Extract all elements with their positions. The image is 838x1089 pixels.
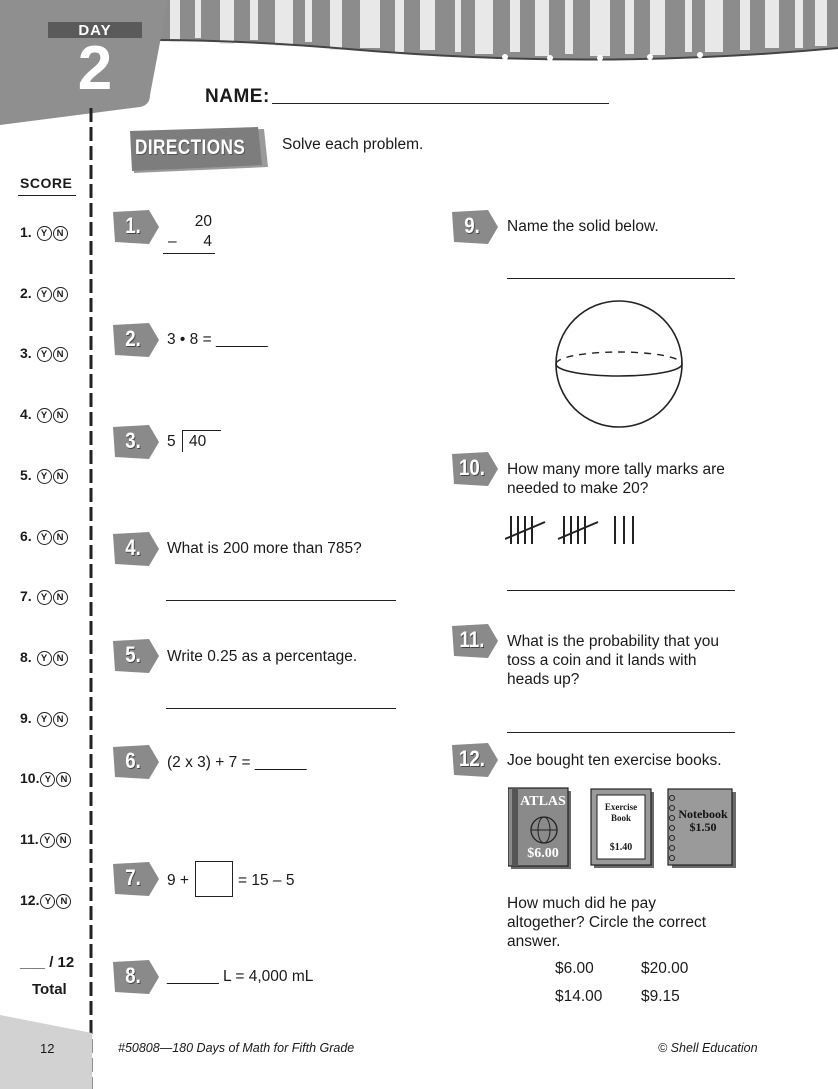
- sphere-figure: [553, 298, 685, 430]
- no-circle[interactable]: N: [53, 469, 68, 484]
- day-number: 2: [77, 34, 113, 103]
- yes-circle[interactable]: Y: [37, 712, 52, 727]
- score-row-number: 9.: [20, 710, 32, 726]
- yes-circle[interactable]: Y: [37, 287, 52, 302]
- score-row-number: 1.: [20, 224, 32, 240]
- problem-number: 8.: [125, 963, 141, 988]
- score-row-number: 6.: [20, 528, 32, 544]
- problem-text-line: toss a coin and it lands with: [507, 652, 697, 669]
- problem-number: 4.: [125, 535, 141, 560]
- score-row: [20, 892, 71, 909]
- score-row: [20, 467, 68, 484]
- score-row: [20, 345, 68, 362]
- answer-option[interactable]: $14.00: [555, 988, 603, 1005]
- total-label: Total: [32, 981, 67, 998]
- answer-line[interactable]: [507, 590, 735, 591]
- book-title: ATLAS: [520, 794, 566, 809]
- yes-circle[interactable]: Y: [37, 226, 52, 241]
- score-row: [20, 710, 68, 727]
- score-row: [20, 649, 68, 666]
- answer-option[interactable]: $20.00: [641, 960, 689, 977]
- book-title: Notebook: [678, 807, 728, 821]
- score-row-number: 8.: [20, 649, 32, 665]
- score-row-number: 7.: [20, 588, 32, 604]
- no-circle[interactable]: N: [53, 287, 68, 302]
- problem-text-line: heads up?: [507, 671, 580, 688]
- yes-circle[interactable]: Y: [37, 408, 52, 423]
- yes-circle[interactable]: Y: [37, 347, 52, 362]
- problem-number: 2.: [125, 326, 141, 351]
- no-circle[interactable]: N: [53, 712, 68, 727]
- answer-option[interactable]: $6.00: [555, 960, 594, 977]
- score-row-number: 11.: [20, 831, 39, 847]
- answer-box[interactable]: [195, 861, 233, 897]
- problem-text: ______ L = 4,000 mL: [167, 968, 314, 985]
- book-price: $1.50: [689, 820, 717, 834]
- score-row: [20, 831, 71, 848]
- problem-number: 7.: [125, 865, 141, 890]
- yes-circle[interactable]: Y: [37, 469, 52, 484]
- yes-circle[interactable]: Y: [40, 772, 55, 787]
- problem-number: 10.: [458, 455, 486, 480]
- problem-text: Name the solid below.: [507, 218, 659, 235]
- answer-line[interactable]: [507, 278, 735, 279]
- problem-text: Write 0.25 as a percentage.: [167, 648, 358, 665]
- problem-text-line: needed to make 20?: [507, 480, 649, 497]
- name-label: NAME:: [205, 86, 270, 107]
- score-row-number: 10.: [20, 770, 40, 786]
- minus-sign: –: [168, 233, 177, 250]
- no-circle[interactable]: N: [53, 651, 68, 666]
- page-number: 12: [40, 1041, 55, 1056]
- book-title-footer: #50808—180 Days of Math for Fifth Grade: [118, 1041, 355, 1055]
- problem-text: 3 • 8 = ______: [167, 331, 268, 348]
- problem-number: 9.: [464, 213, 480, 238]
- equation-left: 9 +: [167, 872, 189, 889]
- problem-text: (2 x 3) + 7 = ______: [167, 754, 307, 771]
- book-title: Book: [610, 813, 631, 823]
- yes-circle[interactable]: Y: [40, 894, 55, 909]
- score-row-number: 5.: [20, 467, 32, 483]
- no-circle[interactable]: N: [53, 530, 68, 545]
- question-line: How much did he pay: [507, 895, 657, 912]
- yes-circle[interactable]: Y: [40, 833, 55, 848]
- no-circle[interactable]: N: [53, 226, 68, 241]
- score-heading: SCORE: [20, 175, 73, 191]
- score-row: [20, 406, 68, 423]
- book-price: $1.40: [609, 842, 633, 853]
- answer-line[interactable]: [166, 600, 396, 601]
- question-line: answer.: [507, 933, 561, 950]
- answer-line[interactable]: [166, 708, 396, 709]
- no-circle[interactable]: N: [56, 894, 71, 909]
- directions-text: Solve each problem.: [282, 136, 424, 153]
- problem-text-line: What is the probability that you: [507, 633, 719, 650]
- score-row-number: 4.: [20, 406, 32, 422]
- problem-text: Joe bought ten exercise books.: [507, 752, 722, 769]
- score-row-number: 3.: [20, 345, 32, 361]
- no-circle[interactable]: N: [53, 408, 68, 423]
- score-row: [20, 588, 68, 605]
- name-field[interactable]: [272, 103, 609, 104]
- problem-text: What is 200 more than 785?: [167, 540, 362, 557]
- score-row: [20, 224, 68, 241]
- yes-circle[interactable]: Y: [37, 530, 52, 545]
- problem-number: 12.: [458, 746, 486, 771]
- no-circle[interactable]: N: [53, 347, 68, 362]
- sidebar-divider: [88, 108, 94, 1089]
- problem-number: 1.: [125, 213, 141, 238]
- problem-number: 11.: [459, 627, 485, 652]
- no-circle[interactable]: N: [56, 772, 71, 787]
- equation-right: = 15 – 5: [238, 872, 295, 889]
- yes-circle[interactable]: Y: [37, 590, 52, 605]
- subtrahend: 4: [203, 233, 212, 250]
- answer-option[interactable]: $9.15: [641, 988, 680, 1005]
- problem-number: 3.: [125, 428, 141, 453]
- book-price: $6.00: [527, 846, 559, 861]
- divisor: 5: [167, 433, 176, 450]
- score-row: [20, 528, 68, 545]
- score-row: [20, 770, 71, 787]
- minuend: 20: [194, 213, 212, 230]
- book-title: Exercise: [604, 802, 638, 812]
- problem-number: 5.: [125, 642, 141, 667]
- copyright: © Shell Education: [658, 1041, 758, 1055]
- score-row: [20, 285, 68, 302]
- question-line: altogether? Circle the correct: [507, 914, 707, 931]
- day-label: DAY: [78, 22, 112, 39]
- problem-number: 6.: [125, 748, 141, 773]
- score-divider: [18, 195, 76, 196]
- yes-circle[interactable]: Y: [37, 651, 52, 666]
- tally-marks: [505, 512, 640, 548]
- answer-line[interactable]: [507, 732, 735, 733]
- no-circle[interactable]: N: [53, 590, 68, 605]
- score-row-number: 2.: [20, 285, 32, 301]
- sum-line: [163, 253, 215, 254]
- no-circle[interactable]: N: [56, 833, 71, 848]
- total-score: ___ / 12: [20, 954, 75, 971]
- problem-text-line: How many more tally marks are: [507, 461, 725, 478]
- score-row-number: 12.: [20, 892, 40, 908]
- directions-label: DIRECTIONS: [135, 136, 246, 159]
- dividend: 40: [189, 433, 207, 450]
